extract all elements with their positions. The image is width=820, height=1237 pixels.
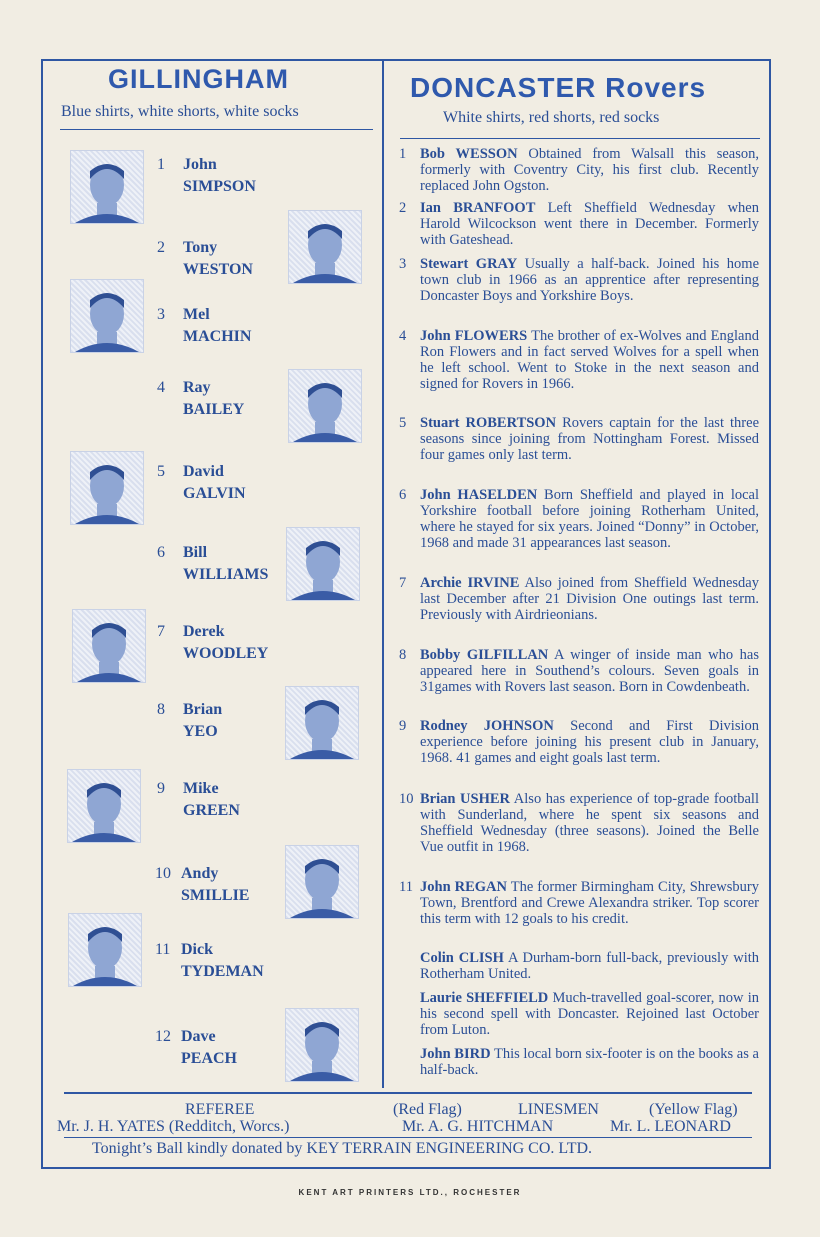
- player-bio: Obtained from Walsall this season, formerly with Coventry City, his first club. Recently replaced John Ogston.: [420, 146, 759, 194]
- player-surname: GREEN: [183, 802, 240, 819]
- player-first-name: Andy: [181, 865, 219, 882]
- player-bio: The brother of ex-Wolves and England Ron Flowers and in fact served Wolves for a spell when he left school. Went to Stoke in the next season and signed for Rovers in 1966.: [420, 328, 759, 392]
- player-photo: [285, 1008, 359, 1082]
- away-player-note: [399, 415, 759, 463]
- away-kit: White shirts, red shorts, red socks: [443, 109, 660, 126]
- home-header-rule: [60, 129, 373, 130]
- player-number: 6: [399, 487, 407, 503]
- player-number: 1: [399, 146, 407, 162]
- player-surname: WESTON: [183, 261, 253, 278]
- player-first-name: Tony: [183, 239, 218, 256]
- player-first-name: David: [183, 463, 224, 480]
- player-bio: Usually a half-back. Joined his home town club in 1966 as an apprentice after representing Doncaster Boys and Yorkshire Boys.: [420, 256, 760, 304]
- player-surname: WILLIAMS: [183, 566, 269, 583]
- player-number: 2: [157, 239, 165, 256]
- player-bio: Much-travelled goal-scorer, now in his second spell with Doncaster. Rejoined last October from Luton.: [420, 990, 760, 1038]
- away-player-note: [399, 990, 759, 1038]
- referee-name: Mr. J. H. YATES (Redditch, Worcs.): [57, 1118, 290, 1135]
- player-name: Bob WESSON: [420, 146, 518, 162]
- player-first-name: Derek: [183, 623, 225, 640]
- away-player-note: [399, 718, 759, 766]
- home-team-title: GILLINGHAM: [108, 64, 289, 94]
- away-player-note: [399, 200, 759, 248]
- player-name: John FLOWERS: [420, 328, 528, 344]
- linesman-one: Mr. A. G. HITCHMAN: [402, 1118, 554, 1135]
- away-player-note: [399, 950, 759, 982]
- away-player-note: [399, 575, 759, 623]
- player-photo: [70, 150, 144, 224]
- player-number: 5: [157, 463, 165, 480]
- away-player-note: [399, 791, 759, 855]
- player-number: 5: [399, 415, 407, 431]
- player-photo: [68, 913, 142, 987]
- player-name: Archie IRVINE: [420, 575, 520, 591]
- linesmen-label: LINESMEN: [518, 1101, 599, 1118]
- player-bio: Rovers captain for the last three seasons since joining from Nottingham Forest. Missed four games only last term.: [420, 415, 760, 463]
- officials-mid-rule: [64, 1137, 752, 1138]
- player-surname: SIMPSON: [183, 178, 256, 195]
- player-surname: WOODLEY: [183, 645, 269, 662]
- player-bio: Also has experience of top-grade football with Sunderland, where he spent six seasons and Sheffield Wednesday (three seasons). Joined the Belle Vue outfit in 1968.: [420, 791, 759, 855]
- player-number: 11: [155, 941, 171, 958]
- player-surname: MACHIN: [183, 328, 252, 345]
- player-name: Ian BRANFOOT: [420, 200, 536, 216]
- player-number: 9: [157, 780, 165, 797]
- yellow-flag-label: (Yellow Flag): [649, 1101, 738, 1118]
- player-name: Stewart GRAY: [420, 256, 518, 272]
- match-ball-sponsor: Tonight’s Ball kindly donated by KEY TERRAIN ENGINEERING CO. LTD.: [92, 1140, 593, 1157]
- player-surname: YEO: [183, 723, 218, 740]
- away-player-note: [399, 256, 759, 304]
- player-surname: BAILEY: [183, 401, 245, 418]
- player-number: 7: [399, 575, 407, 591]
- player-bio: Born Sheffield and played in local Yorkshire football before joining Rotherham United, where he stayed for six years. Joined “Donny” in October, 1968 and made 31 appearances last season.: [420, 487, 760, 551]
- player-first-name: Ray: [183, 379, 211, 396]
- player-surname: SMILLIE: [181, 887, 250, 904]
- player-number: 6: [157, 544, 165, 561]
- player-number: 7: [157, 623, 165, 640]
- officials-top-rule: [64, 1092, 752, 1094]
- player-number: 3: [157, 306, 165, 323]
- away-header-rule: [400, 138, 760, 139]
- player-number: 8: [399, 647, 407, 663]
- player-photo: [285, 686, 359, 760]
- away-player-note: [399, 487, 759, 551]
- player-name: Bobby GILFILLAN: [420, 647, 549, 663]
- player-number: 9: [399, 718, 407, 734]
- home-kit: Blue shirts, white shorts, white socks: [61, 103, 299, 120]
- player-bio: Left Sheffield Wednesday when Harold Wilcockson went there in December. Formerly with Gateshead.: [420, 200, 759, 248]
- player-photo: [70, 279, 144, 353]
- player-name: John HASELDEN: [420, 487, 538, 503]
- player-first-name: Mel: [183, 306, 210, 323]
- player-first-name: Dick: [181, 941, 213, 958]
- player-surname: PEACH: [181, 1050, 237, 1067]
- player-name: Brian USHER: [420, 791, 510, 807]
- player-number: 10: [155, 865, 171, 882]
- player-first-name: Bill: [183, 544, 208, 561]
- player-photo: [288, 369, 362, 443]
- player-photo: [67, 769, 141, 843]
- player-number: 8: [157, 701, 165, 718]
- player-bio: A Durham-born full-back, previously with Rotherham United.: [420, 950, 759, 982]
- printer-credit: KENT ART PRINTERS LTD., ROCHESTER: [298, 1188, 522, 1197]
- column-divider: [382, 60, 384, 1088]
- player-first-name: Brian: [183, 701, 223, 718]
- player-name: John BIRD: [420, 1046, 491, 1062]
- player-number: 1: [157, 156, 165, 173]
- referee-label: REFEREE: [185, 1101, 255, 1118]
- player-number: 3: [399, 256, 407, 272]
- player-number: 2: [399, 200, 407, 216]
- player-number: 4: [157, 379, 165, 396]
- player-first-name: Mike: [183, 780, 219, 797]
- player-bio: The former Birmingham City, Shrewsbury Town, Brentford and Crewe Alexandra striker. Top scorer this term with 12 goals to his credit.: [420, 879, 759, 927]
- player-surname: GALVIN: [183, 485, 246, 502]
- away-player-note: [399, 647, 759, 695]
- away-team-title: DONCASTER Rovers: [410, 72, 707, 103]
- player-first-name: Dave: [181, 1028, 216, 1045]
- player-first-name: John: [183, 156, 217, 173]
- player-name: Laurie SHEFFIELD: [420, 990, 549, 1006]
- player-photo: [70, 451, 144, 525]
- player-name: John REGAN: [420, 879, 507, 895]
- player-name: Colin CLISH: [420, 950, 504, 966]
- away-player-note: [399, 879, 759, 927]
- player-photo: [288, 210, 362, 284]
- player-photo: [286, 527, 360, 601]
- player-number: 12: [155, 1028, 171, 1045]
- player-surname: TYDEMAN: [181, 963, 264, 980]
- player-bio: Second and First Division experience before joining his present club in January, 1968. 41 games and eight goals last term.: [420, 718, 760, 766]
- linesman-two: Mr. L. LEONARD: [610, 1118, 731, 1135]
- red-flag-label: (Red Flag): [393, 1101, 462, 1118]
- player-number: 10: [399, 791, 414, 807]
- player-bio: A winger of inside man who has appeared here in Southend’s colours. Seven goals in 31games with Rovers last season. Born in Cowdenbeath.: [420, 647, 759, 695]
- player-name: Stuart ROBERTSON: [420, 415, 557, 431]
- player-name: Rodney JOHNSON: [420, 718, 554, 734]
- player-photo: [72, 609, 146, 683]
- player-bio: Also joined from Sheffield Wednesday last December after 21 Division One outings last term. Previously with Airdrieonians.: [420, 575, 759, 623]
- player-bio: This local born six-footer is on the books as a half-back.: [420, 1046, 759, 1078]
- player-photo: [285, 845, 359, 919]
- player-number: 11: [399, 879, 413, 895]
- away-player-note: [399, 328, 759, 392]
- player-number: 4: [399, 328, 407, 344]
- away-player-note: [399, 146, 759, 194]
- away-player-note: [399, 1046, 759, 1078]
